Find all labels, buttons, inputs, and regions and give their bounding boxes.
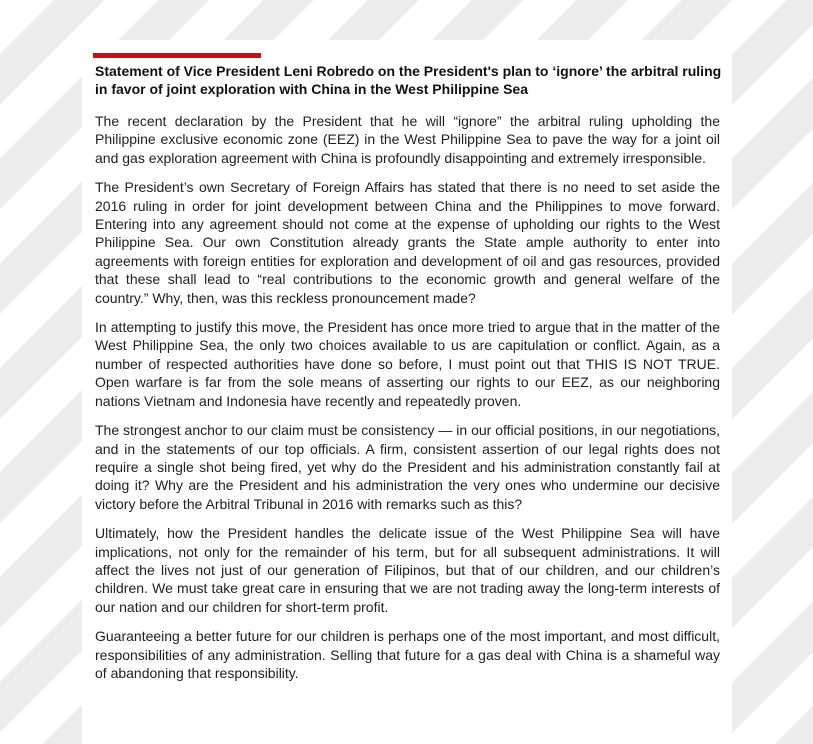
- statement-body: [95, 112, 720, 693]
- statement-title: Statement of Vice President Leni Robredo on the President's plan to ‘ignore’ the arbitral ruling in favor of joint exploration with China in the West Philippine Sea: [95, 63, 722, 97]
- paragraph-4: The strongest anchor to our claim must be consistency — in our official positions, in our negotiations, and in the statements of our top officials. A firm, consistent assertion of our legal rights does not require a single shot being fired, yet why do the President and his administration constantly fail at doing it? Why are the President and his administration the very ones who undermine our decisive victory before the Arbitral Tribunal in 2016 with remarks such as this?: [95, 422, 720, 512]
- paragraph-2: The President’s own Secretary of Foreign Affairs has stated that there is no need to set aside the 2016 ruling in order for joint development between China and the Philippines to move forward. Entering into any agreement should not come at the expense of upholding our rights to the West Philippine Sea. Our own Constitution already grants the State ample authority to enter into agreements with foreign entities for exploration and development of oil and gas resources, provided that these shall lead to “real contributions to the economic growth and general welfare of the country.” Why, then, was this reckless pronouncement made?: [95, 179, 720, 306]
- paragraph-1: The recent declaration by the President that he will “ignore” the arbitral ruling upholding the Philippine exclusive economic zone (EEZ) in the West Philippine Sea to pave the way for a joint oil and gas exploration agreement with China is profoundly disappointing and extremely irresponsible.: [95, 113, 720, 166]
- paragraph-5: Ultimately, how the President handles the delicate issue of the West Philippine Sea will have implications, not only for the remainder of his term, but for all subsequent administrations. It will affect the lives not just of our generation of Filipinos, but that of our children, and our children’s children. We must take great care in ensuring that we are not trading away the long-term interests of our nation and our children for short-term profit.: [95, 525, 720, 615]
- statement-page: [82, 40, 732, 744]
- paragraph-6: Guaranteeing a better future for our children is perhaps one of the most important, and most difficult, responsibilities of any administration. Selling that future for a gas deal with China is a shameful way of abandoning that responsibility.: [95, 628, 720, 681]
- title-accent-bar: [93, 53, 261, 58]
- paragraph-3: In attempting to justify this move, the President has once more tried to argue that in the matter of the West Philippine Sea, the only two choices available to us are capitulation or conflict. Again, as a number of respected authorities have done so before, I must point out that THIS IS NOT TRUE. Open warfare is far from the sole means of asserting our rights to our EEZ, as our neighboring nations Vietnam and Indonesia have recently and repeatedly proven.: [95, 319, 720, 409]
